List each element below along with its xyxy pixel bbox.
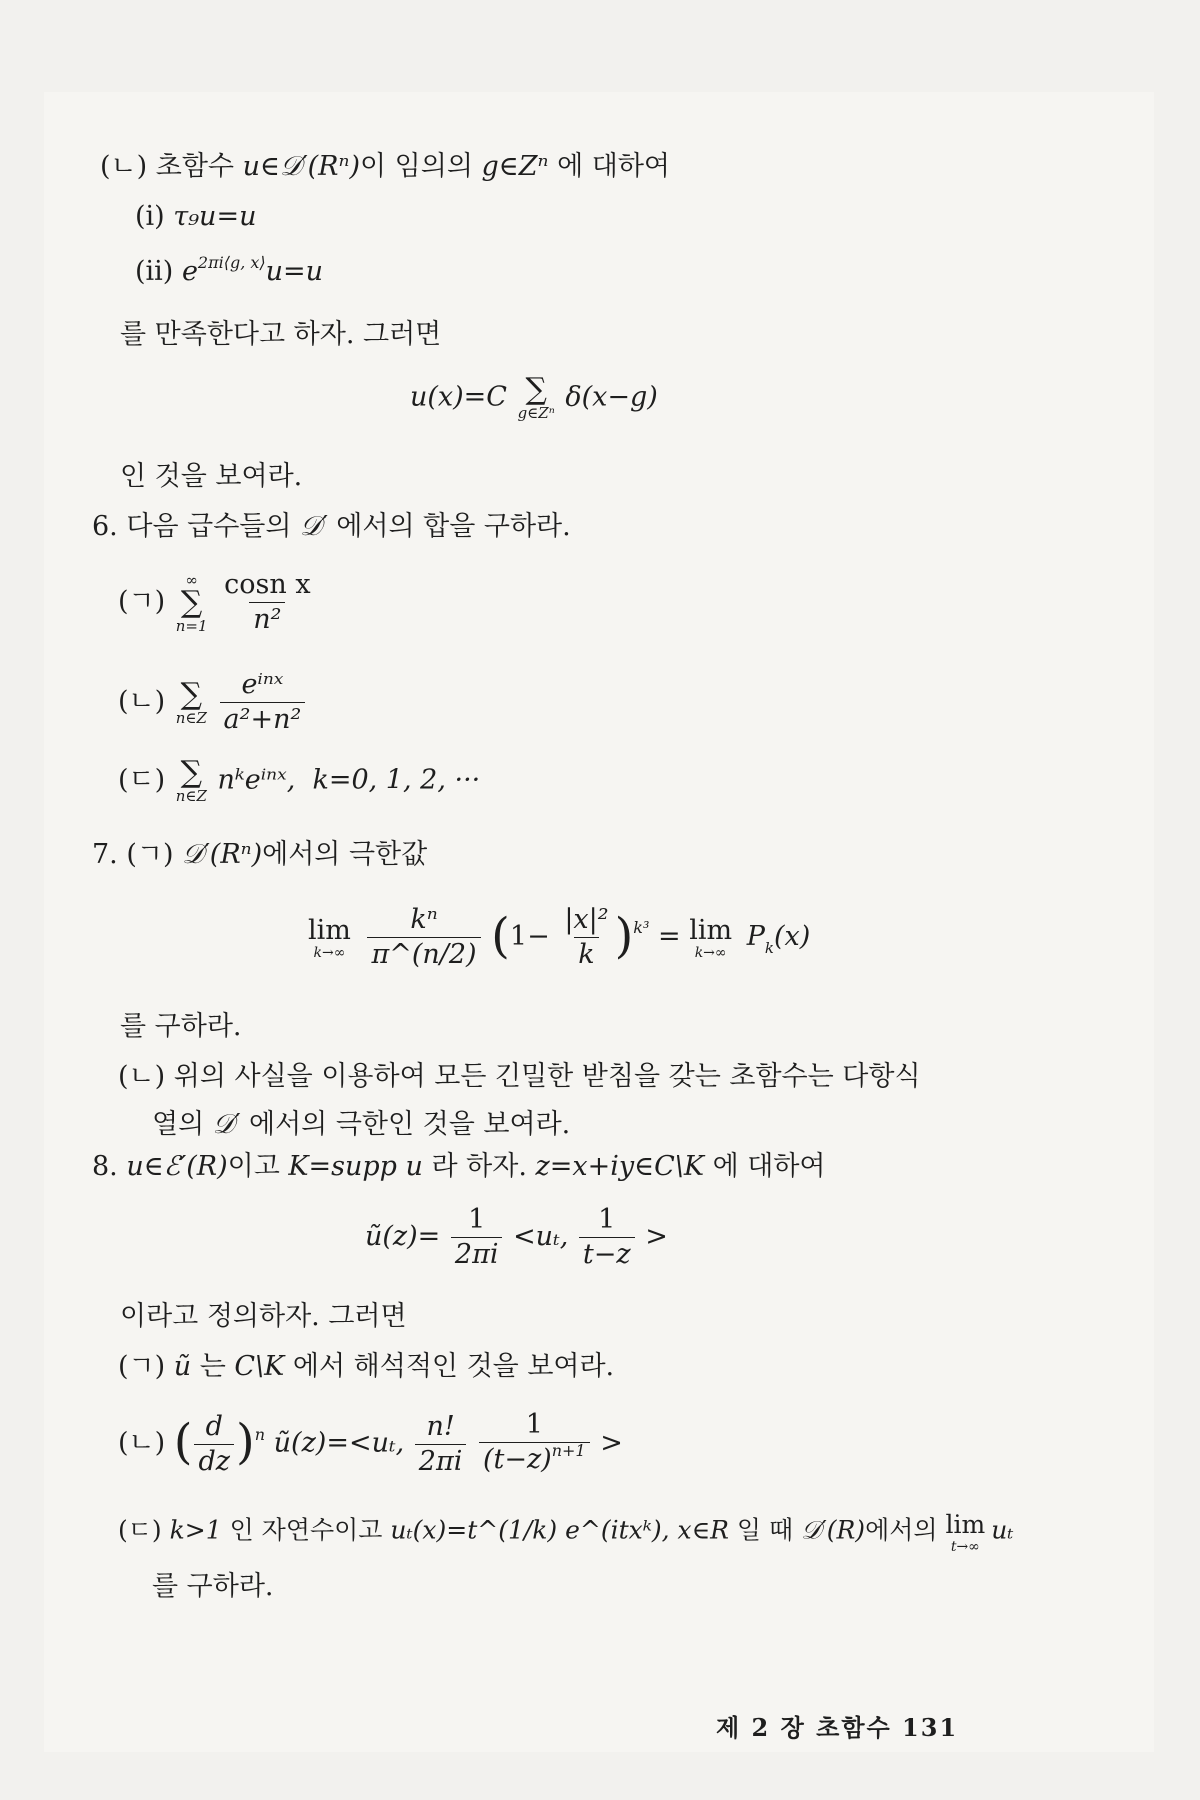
problem5-formula: u(x)=C ∑ g∈Zⁿ δ(x−g) bbox=[410, 372, 658, 422]
problem8-definition: ũ(z)= $\frac{1}{2\pi i}$ <uₜ, $\frac{1}{t-z}$ > bbox=[365, 1204, 668, 1270]
fraction: $\frac{\text{cosn x}}{\text{n²}}$ bbox=[224, 569, 311, 635]
problem6-number: 6. bbox=[92, 511, 118, 542]
problem8-c-line2: 를 구하라. bbox=[152, 1571, 274, 1602]
problem7-find: 를 구하라. bbox=[120, 1011, 242, 1042]
problem5-then: 를 만족한다고 하자. 그러면 bbox=[120, 319, 442, 350]
summation-symbol: ∑ g∈Zⁿ bbox=[517, 372, 555, 422]
problem6-a: (ㄱ) ∞ ∑ n=1 $\frac{\text{cosn x}}{\text{n²}}$ bbox=[118, 570, 317, 635]
problem6-c: (ㄷ) ∑ n∈Z nᵏeⁱⁿˣ, k=0, 1, 2, ··· bbox=[118, 755, 481, 805]
problem8-heading: 8. u∈ℰ′(R)이고 K=supp u 라 하자. z=x+iy∈C\K 에 대하여 bbox=[92, 1151, 826, 1182]
fraction: $\frac{1}{(t-z)^{n+1}}$ bbox=[479, 1410, 590, 1478]
limit-operator: lim k→∞ bbox=[308, 914, 351, 961]
limit-operator: lim t→∞ bbox=[945, 1510, 986, 1555]
fraction: $\frac{\text{kⁿ}}{\pi\^{}(n/2)}$ bbox=[367, 905, 480, 970]
problem7-b-line1: (ㄴ) 위의 사실을 이용하여 모든 긴밀한 받침을 갖는 초함수는 다항식 bbox=[118, 1061, 921, 1092]
summation-symbol: ∑ n∈Z bbox=[175, 755, 207, 805]
problem5-label: (ㄴ) bbox=[100, 151, 148, 182]
problem5-cond1: (i) τ₉u=u bbox=[135, 201, 257, 232]
problem8-define: 이라고 정의하자. 그러면 bbox=[120, 1301, 407, 1332]
problem5-intro: (ㄴ) 초함수 u∈𝒟′(Rⁿ)이 임의의 g∈Zⁿ 에 대하여 bbox=[100, 151, 670, 182]
problem7-limit-formula: lim k→∞ $\frac{\text{kⁿ}}{\pi\^{}(n/2)}$ (1− $\frac{\text{|x|²}}{k}$ )$^{k^3}$ = lim k→∞ $P_k(x)$ bbox=[308, 904, 811, 970]
page-footer: 제 2 장 초함수 131 bbox=[716, 1713, 959, 1742]
fraction: $\frac{\text{eⁱⁿˣ}}{\text{a²+n²}}$ bbox=[220, 670, 306, 735]
problem7-number: 7. bbox=[92, 839, 118, 870]
problem8-number: 8. bbox=[92, 1151, 118, 1182]
problem5-cond2: (ii) $e^{2\pi i⟨g, x⟩}u=u$ bbox=[135, 253, 324, 287]
problem7-heading: 7. (ㄱ) 𝒟′(Rⁿ)에서의 극한값 bbox=[92, 839, 428, 870]
fraction: $\frac{\text{|x|²}}{k}$ bbox=[564, 904, 609, 970]
problem5-show: 인 것을 보여라. bbox=[120, 461, 303, 492]
problem7-b-line2: 열의 𝒟′ 에서의 극한인 것을 보여라. bbox=[152, 1109, 571, 1140]
fraction: $\frac{d}{dz}$ bbox=[194, 1412, 234, 1477]
summation-symbol: ∑ n∈Z bbox=[175, 676, 207, 727]
problem8-c-line1: (ㄷ) k>1 인 자연수이고 uₜ(x)=t^(1/k) e^(itxᵏ), x∈R 일 때 𝒟′(R)에서의 lim t→∞ uₜ bbox=[118, 1510, 1014, 1555]
fraction: $\frac{1}{t-z}$ bbox=[579, 1205, 635, 1270]
problem8-a: (ㄱ) ũ 는 C\K 에서 해석적인 것을 보여라. bbox=[118, 1351, 615, 1382]
limit-operator: lim k→∞ bbox=[689, 914, 733, 961]
problem8-b: (ㄴ) ( $\frac{d}{dz}$ )$^n$ ũ(z)=<uₜ, $\frac{n!}{2\pi i}$ $\frac{1}{(t-z)^{n+1}}$ > bbox=[118, 1409, 623, 1477]
summation-symbol: ∞ ∑ n=1 bbox=[175, 570, 208, 635]
problem6-heading: 6. 다음 급수들의 𝒟′ 에서의 합을 구하라. bbox=[92, 511, 571, 542]
fraction: $\frac{1}{2\pi i}$ bbox=[451, 1205, 503, 1270]
fraction: $\frac{n!}{2\pi i}$ bbox=[415, 1412, 467, 1477]
problem6-b: (ㄴ) ∑ n∈Z $\frac{\text{eⁱⁿˣ}}{\text{a²+n²}}$ bbox=[118, 670, 307, 735]
